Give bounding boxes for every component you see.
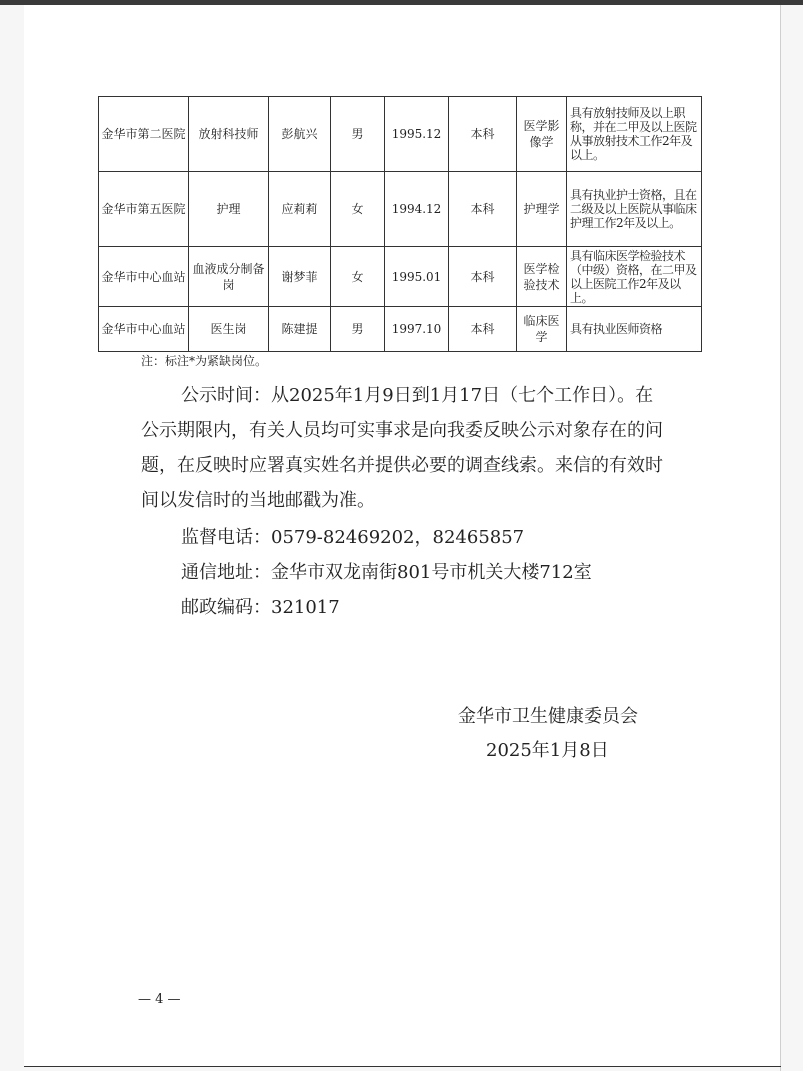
major-cell: 临床医学 [517,307,567,352]
education-cell: 本科 [449,172,517,247]
candidate-table [98,96,702,352]
table-row [99,307,702,352]
page-right-edge [780,5,781,1071]
unit-cell: 金华市第五医院 [99,172,189,247]
education-cell: 本科 [449,97,517,172]
issuing-organization: 金华市卫生健康委员会 [458,706,638,727]
mailing-address: 通信地址：金华市双龙南街801号市机关大楼712室 [181,562,592,583]
birth-cell: 1995.12 [385,97,449,172]
gender-cell: 女 [331,247,385,307]
major-cell: 护理学 [517,172,567,247]
post-cell: 医生岗 [189,307,269,352]
publicity-notice [141,378,671,518]
supervision-phone: 监督电话：0579-82469202，82465857 [181,527,525,548]
postal-code: 邮政编码：321017 [181,597,340,618]
birth-cell: 1997.10 [385,307,449,352]
unit-cell: 金华市第二医院 [99,97,189,172]
requirement-cell: 具有放射技师及以上职称，并在二甲及以上医院从事放射技术工作2年及以上。 [567,97,702,172]
gender-cell: 男 [331,307,385,352]
publicity-paragraph: 公示时间：从2025年1月9日到1月17日（七个工作日）。在公示期限内，有关人员均可实事求是向我委反映公示对象存在的问题，在反映时应署真实姓名并提供必要的调查线索。来信的有效时间以发信时的当地邮戳为准。 [141,385,663,511]
education-cell: 本科 [449,247,517,307]
table-note: 注：标注*为紧缺岗位。 [141,354,268,368]
table-row [99,247,702,307]
name-cell: 彭航兴 [269,97,331,172]
requirement-cell: 具有执业护士资格，且在二级及以上医院从事临床护理工作2年及以上。 [567,172,702,247]
requirement-cell: 具有执业医师资格 [567,307,702,352]
post-cell: 护理 [189,172,269,247]
post-cell: 血液成分制备岗 [189,247,269,307]
major-cell: 医学检验技术 [517,247,567,307]
table-row [99,97,702,172]
table-row [99,172,702,247]
name-cell: 陈建提 [269,307,331,352]
birth-cell: 1995.01 [385,247,449,307]
gender-cell: 男 [331,97,385,172]
name-cell: 谢梦菲 [269,247,331,307]
page-number: — 4 — [138,992,181,1007]
post-cell: 放射科技师 [189,97,269,172]
requirement-cell: 具有临床医学检验技术（中级）资格，在二甲及以上医院工作2年及以上。 [567,247,702,307]
page-bottom-line [24,1066,781,1067]
issue-date: 2025年1月8日 [486,740,609,761]
major-cell: 医学影像学 [517,97,567,172]
unit-cell: 金华市中心血站 [99,307,189,352]
education-cell: 本科 [449,307,517,352]
gender-cell: 女 [331,172,385,247]
name-cell: 应莉莉 [269,172,331,247]
unit-cell: 金华市中心血站 [99,247,189,307]
birth-cell: 1994.12 [385,172,449,247]
